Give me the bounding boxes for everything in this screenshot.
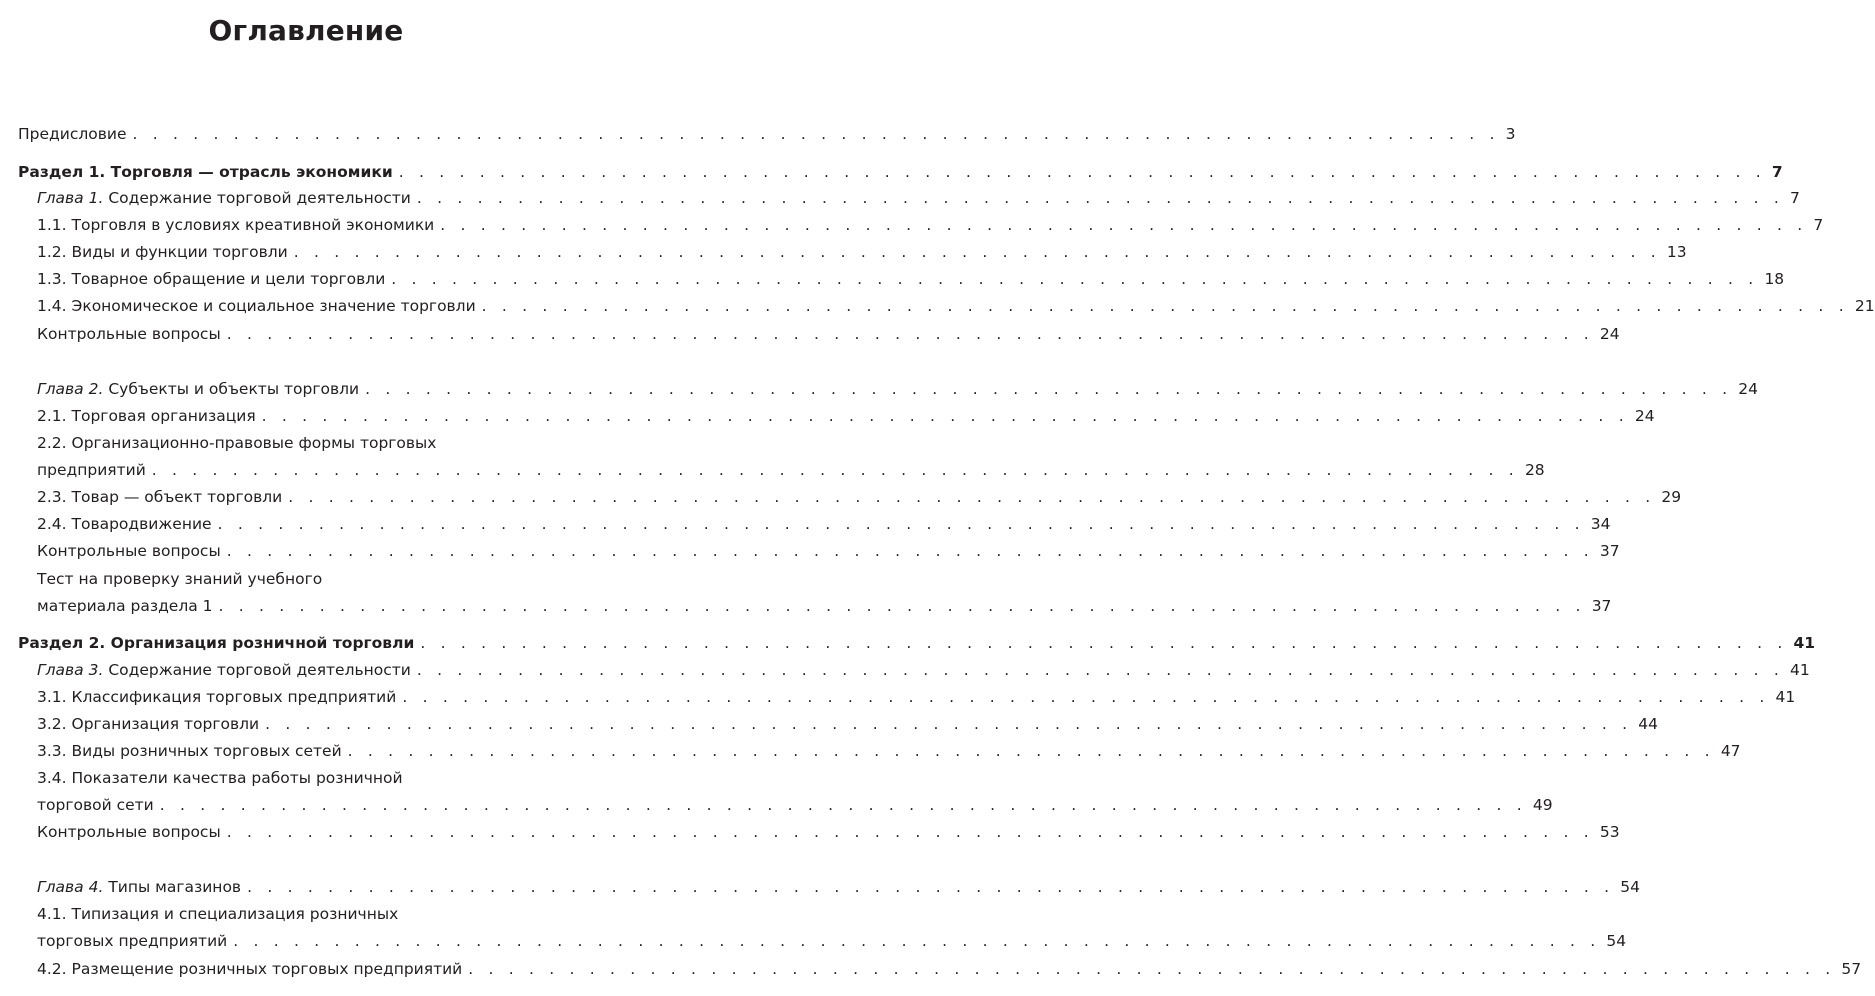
dot-leader: . . . . . . . . . . . . . . . . . . . . . . . . . . . . . . . . . . . . . . . . . . . . . . . . . . . . . . . . . . . . . . . . . . . . [391,270,1759,288]
chapter-name: Субъекты и объекты торговли [103,380,360,398]
dot-leader: . . . . . . . . . . . . . . . . . . . . . . . . . . . . . . . . . . . . . . . . . . . . . . . . . . . . . . . . . . . . . . . . . . . . [416,189,1785,207]
dot-leader: . . . . . . . . . . . . . . . . . . . . . . . . . . . . . . . . . . . . . . . . . . . . . . . . . . . . . . . . . . . . . . . . . . . . [226,823,1594,841]
chapter-name: Содержание торговой деятельности [103,189,411,207]
toc-entry-preface[interactable] [18,121,1516,147]
toc-entry-questions-1[interactable] [37,321,1620,347]
toc-chapter-title [37,185,417,211]
toc-entry-text: материала раздела 1 [37,597,213,615]
toc-page-number: 34 [1590,515,1611,533]
toc-entry-2-1[interactable] [37,403,1655,429]
toc-entry-text: 3.3. Виды розничных торговых сетей [37,742,342,760]
toc-entry-text: Контрольные вопросы [37,325,221,343]
toc-entry-text: торговых предприятий [37,932,228,950]
toc-entry-3-4[interactable] [37,792,1553,818]
toc-entry-text: 4.2. Размещение розничных торговых предприятий [37,960,463,978]
toc-entry-3-1[interactable] [37,684,1796,710]
toc-chapter-title [37,376,365,402]
toc-entry-test-1-line1[interactable]: Тест на проверку знаний учебного [37,570,323,588]
toc-page-number: 57 [1841,960,1862,978]
toc-page-number: 41 [1775,688,1796,706]
toc-entry-text: 1.4. Экономическое и социальное значение торговли [37,297,476,315]
toc-chapter-1[interactable] [37,185,1800,211]
toc-page-number: 47 [1720,742,1741,760]
toc-page-number: 53 [1599,823,1620,841]
toc-chapter-title [37,874,247,900]
dot-leader: . . . . . . . . . . . . . . . . . . . . . . . . . . . . . . . . . . . . . . . . . . . . . . . . . . . . . . . . . . . . . . . . . . . . [132,125,1500,143]
chapter-label: Глава 3. [37,661,104,679]
toc-page-number: 54 [1620,878,1640,896]
toc-entry-2-2-line1[interactable]: 2.2. Организационно-правовые формы торговых [37,434,437,452]
toc-page-number: 24 [1599,325,1620,343]
chapter-name: Содержание торговой деятельности [103,661,411,679]
toc-entry-questions-3[interactable] [37,819,1620,845]
toc-chapter-3[interactable] [37,657,1810,683]
toc-entry-4-2[interactable] [37,956,1862,982]
dot-leader: . . . . . . . . . . . . . . . . . . . . . . . . . . . . . . . . . . . . . . . . . . . . . . . . . . . . . . . . . . . . . . . . . . . . [398,163,1766,181]
toc-entry-text: Контрольные вопросы [37,823,221,841]
dot-leader: . . . . . . . . . . . . . . . . . . . . . . . . . . . . . . . . . . . . . . . . . . . . . . . . . . . . . . . . . . . . . . . . . . . . [151,461,1519,479]
toc-entry-2-2[interactable] [37,457,1545,483]
toc-section-2[interactable] [18,630,1816,656]
dot-leader: . . . . . . . . . . . . . . . . . . . . . . . . . . . . . . . . . . . . . . . . . . . . . . . . . . . . . . . . . . . . . . . . . . . . [293,243,1661,261]
toc-page-number: 41 [1790,661,1810,679]
dot-leader: . . . . . . . . . . . . . . . . . . . . . . . . . . . . . . . . . . . . . . . . . . . . . . . . . . . . . . . . . . . . . . . . . . . . [347,742,1715,760]
chapter-name: Типы магазинов [103,878,242,896]
toc-page-number: 21 [1854,297,1875,315]
toc-entry-3-4-line1[interactable]: 3.4. Показатели качества работы розничной [37,769,403,787]
dot-leader: . . . . . . . . . . . . . . . . . . . . . . . . . . . . . . . . . . . . . . . . . . . . . . . . . . . . . . . . . . . . . . . . . . . . [402,688,1770,706]
toc-page-number: 24 [1634,407,1655,425]
toc-page-number: 41 [1793,634,1816,652]
toc-entry-2-4[interactable] [37,511,1611,537]
toc-entry-text: предприятий [37,461,146,479]
toc-page-number: 7 [1813,216,1824,234]
toc-page-number: 7 [1771,163,1783,181]
toc-chapter-4[interactable] [37,874,1640,900]
toc-page-number: 54 [1606,932,1627,950]
toc-page-number: 24 [1738,380,1758,398]
dot-leader: . . . . . . . . . . . . . . . . . . . . . . . . . . . . . . . . . . . . . . . . . . . . . . . . . . . . . . . . . . . . . . . . . . . . [247,878,1615,896]
chapter-label: Глава 2. [37,380,104,398]
dot-leader: . . . . . . . . . . . . . . . . . . . . . . . . . . . . . . . . . . . . . . . . . . . . . . . . . . . . . . . . . . . . . . . . . . . . [265,715,1633,733]
toc-entry-1-4[interactable] [37,293,1875,319]
toc-chapter-2[interactable] [37,376,1758,402]
toc-entry-3-2[interactable] [37,711,1658,737]
dot-leader: . . . . . . . . . . . . . . . . . . . . . . . . . . . . . . . . . . . . . . . . . . . . . . . . . . . . . . . . . . . . . . . . . . . . [261,407,1629,425]
toc-chapter-title [37,657,417,683]
dot-leader: . . . . . . . . . . . . . . . . . . . . . . . . . . . . . . . . . . . . . . . . . . . . . . . . . . . . . . . . . . . . . . . . . . . . [365,380,1733,398]
toc-page-number: 37 [1599,542,1620,560]
toc-section-title: Раздел 2. Организация розничной торговли [18,634,415,652]
toc-entry-2-3[interactable] [37,484,1682,510]
dot-leader: . . . . . . . . . . . . . . . . . . . . . . . . . . . . . . . . . . . . . . . . . . . . . . . . . . . . . . . . . . . . . . . . . . . . [440,216,1808,234]
toc-page-number: 37 [1591,597,1612,615]
toc-page-number: 29 [1661,488,1682,506]
toc-page-number: 28 [1524,461,1545,479]
toc-page-number: 18 [1764,270,1785,288]
toc-entry-text: 1.1. Торговля в условиях креативной экономики [37,216,435,234]
toc-entry-4-1[interactable] [37,928,1627,954]
toc-page-number: 49 [1532,796,1553,814]
toc-entry-4-1-line1[interactable]: 4.1. Типизация и специализация розничных [37,905,399,923]
toc-entry-text: 3.1. Классификация торговых предприятий [37,688,397,706]
toc-entry-text: 1.3. Товарное обращение и цели торговли [37,270,386,288]
toc-entry-text: 1.2. Виды и функции торговли [37,243,288,261]
dot-leader: . . . . . . . . . . . . . . . . . . . . . . . . . . . . . . . . . . . . . . . . . . . . . . . . . . . . . . . . . . . . . . . . . . . . [420,634,1788,652]
toc-section-1[interactable] [18,159,1783,185]
toc-entry-text: Предисловие [18,125,127,143]
dot-leader: . . . . . . . . . . . . . . . . . . . . . . . . . . . . . . . . . . . . . . . . . . . . . . . . . . . . . . . . . . . . . . . . . . . . [226,542,1594,560]
toc-page-number: 44 [1638,715,1658,733]
dot-leader: . . . . . . . . . . . . . . . . . . . . . . . . . . . . . . . . . . . . . . . . . . . . . . . . . . . . . . . . . . . . . . . . . . . . [218,597,1586,615]
toc-entry-text: 2.1. Торговая организация [37,407,256,425]
toc-entry-text: 2.3. Товар — объект торговли [37,488,283,506]
dot-leader: . . . . . . . . . . . . . . . . . . . . . . . . . . . . . . . . . . . . . . . . . . . . . . . . . . . . . . . . . . . . . . . . . . . . [233,932,1601,950]
toc-entry-1-1[interactable] [37,212,1824,238]
toc-entry-text: Контрольные вопросы [37,542,221,560]
dot-leader: . . . . . . . . . . . . . . . . . . . . . . . . . . . . . . . . . . . . . . . . . . . . . . . . . . . . . . . . . . . . . . . . . . . . [416,661,1785,679]
toc-entry-1-2[interactable] [37,239,1687,265]
dot-leader: . . . . . . . . . . . . . . . . . . . . . . . . . . . . . . . . . . . . . . . . . . . . . . . . . . . . . . . . . . . . . . . . . . . . [226,325,1594,343]
toc-entry-1-3[interactable] [37,266,1785,292]
dot-leader: . . . . . . . . . . . . . . . . . . . . . . . . . . . . . . . . . . . . . . . . . . . . . . . . . . . . . . . . . . . . . . . . . . . . [288,488,1656,506]
dot-leader: . . . . . . . . . . . . . . . . . . . . . . . . . . . . . . . . . . . . . . . . . . . . . . . . . . . . . . . . . . . . . . . . . . . . [217,515,1585,533]
page-title: Оглавление [208,14,404,47]
chapter-label: Глава 1. [37,189,104,207]
toc-page-number: 13 [1666,243,1687,261]
toc-page-number: 7 [1790,189,1800,207]
toc-entry-text: торговой сети [37,796,154,814]
toc-page-number: 3 [1505,125,1516,143]
dot-leader: . . . . . . . . . . . . . . . . . . . . . . . . . . . . . . . . . . . . . . . . . . . . . . . . . . . . . . . . . . . . . . . . . . . . [481,297,1849,315]
toc-section-title: Раздел 1. Торговля — отрасль экономики [18,163,393,181]
toc-entry-questions-2[interactable] [37,538,1620,564]
chapter-label: Глава 4. [37,878,104,896]
toc-entry-3-3[interactable] [37,738,1741,764]
toc-entry-text: 3.2. Организация торговли [37,715,260,733]
dot-leader: . . . . . . . . . . . . . . . . . . . . . . . . . . . . . . . . . . . . . . . . . . . . . . . . . . . . . . . . . . . . . . . . . . . . [159,796,1527,814]
dot-leader: . . . . . . . . . . . . . . . . . . . . . . . . . . . . . . . . . . . . . . . . . . . . . . . . . . . . . . . . . . . . . . . . . . . . [468,960,1836,978]
toc-entry-test-1[interactable] [37,593,1612,619]
toc-entry-text: 2.4. Товародвижение [37,515,212,533]
